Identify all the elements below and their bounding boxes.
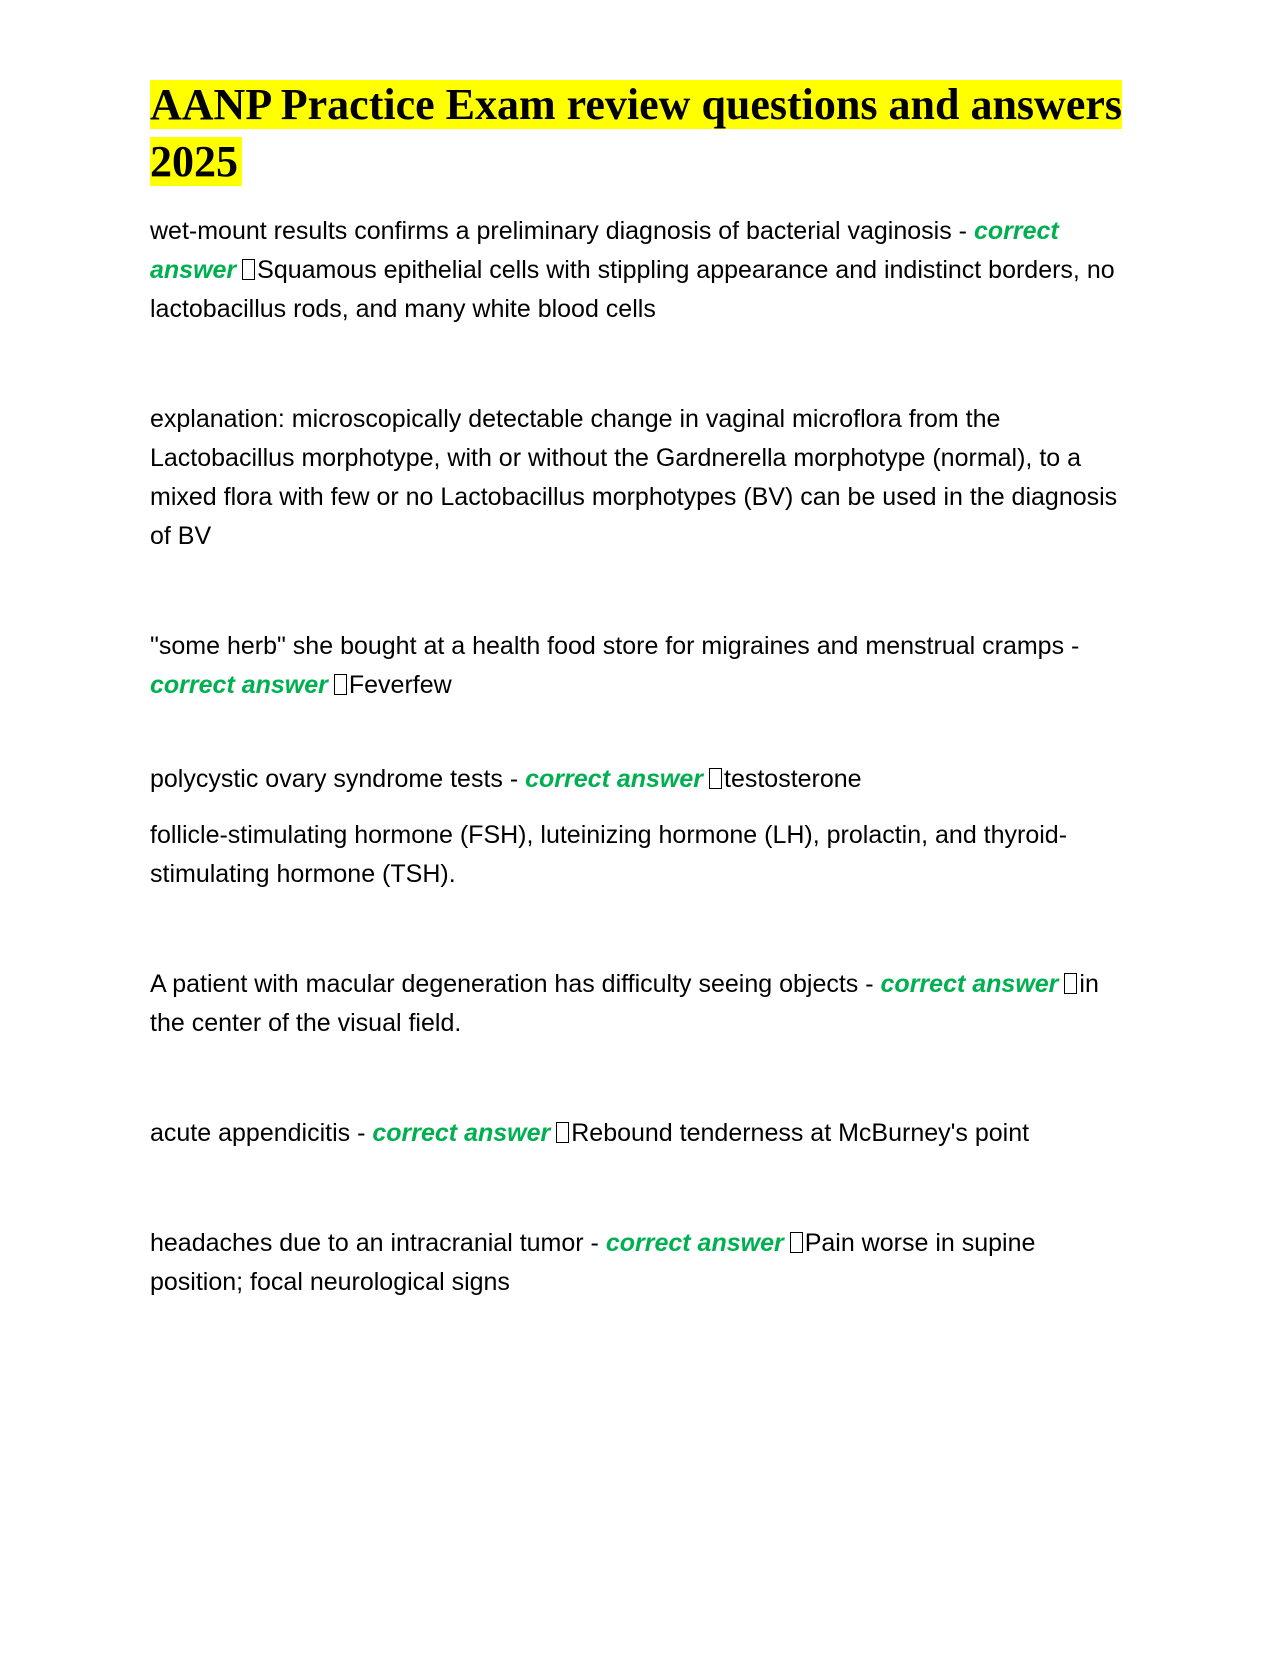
- answer-label: correct answer: [605, 1229, 784, 1257]
- answer-text: Rebound tenderness at McBurney's point: [571, 1119, 1030, 1147]
- answer-text: in the center of the visual field.: [150, 970, 1099, 1037]
- answer-label: correct answer: [880, 970, 1059, 998]
- answer-text: Pain worse in supine position; focal neurological signs: [150, 1229, 1036, 1296]
- question-text: polycystic ovary syndrome tests -: [150, 765, 526, 793]
- missing-glyph-icon: [790, 1232, 803, 1253]
- qa-item-3: [150, 760, 1130, 799]
- document-page: [150, 76, 1130, 1302]
- qa-item-1: [150, 212, 1130, 329]
- question-text: headaches due to an intracranial tumor -: [150, 1229, 606, 1257]
- missing-glyph-icon: [1064, 973, 1077, 994]
- title-highlight: AANP Practice Exam review questions and answers 2025: [150, 80, 1122, 186]
- pcos-followup-text: follicle-stimulating hormone (FSH), luteinizing hormone (LH), prolactin, and thyroid-stimulating hormone (TSH).: [150, 821, 1068, 888]
- question-text: acute appendicitis -: [150, 1119, 373, 1147]
- question-text: wet-mount results confirms a preliminary diagnosis of bacterial vaginosis -: [150, 217, 974, 245]
- missing-glyph-icon: [242, 259, 255, 280]
- missing-glyph-icon: [709, 768, 722, 789]
- missing-glyph-icon: [334, 674, 347, 695]
- answer-label: correct answer: [372, 1119, 551, 1147]
- document-title: [150, 76, 1130, 190]
- question-text: "some herb" she bought at a health food store for migraines and menstrual cramps -: [150, 632, 1080, 660]
- answer-label: correct answer: [525, 765, 703, 793]
- answer-text: testosterone: [724, 765, 862, 793]
- missing-glyph-icon: [556, 1122, 569, 1143]
- answer-label: correct answer: [150, 217, 1059, 284]
- qa-item-5: [150, 1114, 1130, 1153]
- answer-text: Squamous epithelial cells with stippling appearance and indistinct borders, no lactobacillus rods, and many white blood cells: [150, 256, 1115, 323]
- qa-item-4: [150, 965, 1130, 1043]
- qa-item-2: [150, 627, 1130, 705]
- answer-text: Feverfew: [348, 671, 452, 699]
- explanation-text: explanation: microscopically detectable change in vaginal microflora from the Lactobacillus morphotype, with or without the Gardnerella morphotype (normal), to a mixed flora with few or no Lactobacillus morphotypes (BV) can be used in the diagnosis of BV: [150, 405, 1118, 550]
- answer-label: correct answer: [150, 671, 328, 699]
- question-text: A patient with macular degeneration has difficulty seeing objects -: [150, 970, 881, 998]
- qa-item-6: [150, 1224, 1130, 1302]
